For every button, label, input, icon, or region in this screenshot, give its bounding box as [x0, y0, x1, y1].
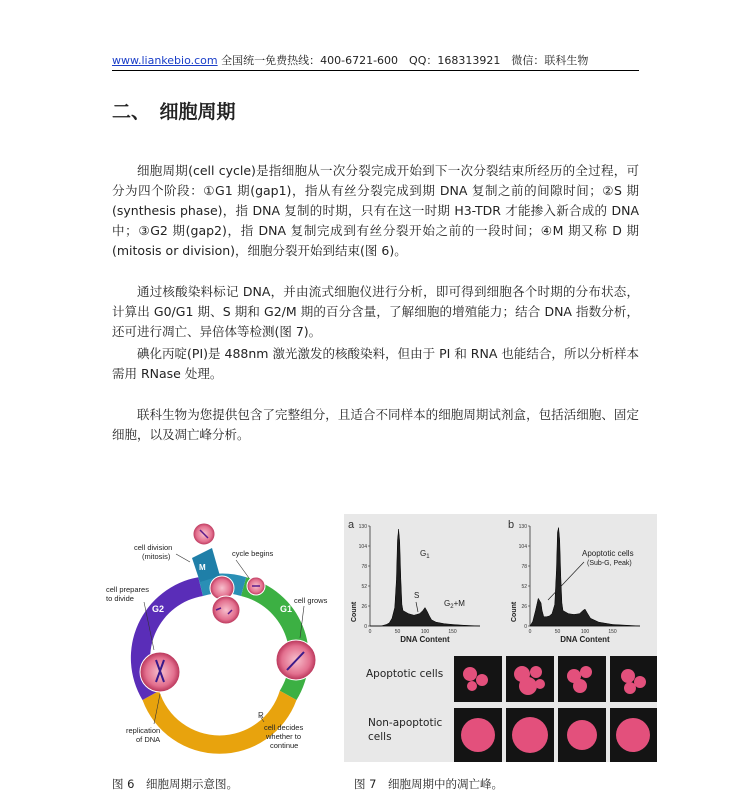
annotation-g1: $G_1$ [420, 549, 430, 560]
x-tick-label: 100 [420, 629, 430, 635]
micro-label-non-apoptotic-line1: Non-apoptotic [368, 717, 443, 729]
micrograph-non-apoptotic-row [454, 708, 657, 762]
phase-label-m: M [199, 563, 206, 572]
section-title: 二、 细胞周期 [112, 101, 236, 123]
label-continue: continue [270, 741, 299, 750]
label-replication: replication [126, 726, 161, 735]
paragraph-pi-staining: 碘化丙啶(PI)是 488nm 激光激发的核酸染料，但由于 PI 和 RNA 也能结合，所以分析样本需用 RNase 处理。 [112, 346, 639, 381]
x-tick-label: 50 [554, 629, 561, 635]
annotation-s: S [414, 591, 420, 600]
figure7-caption: 图 7 细胞周期中的凋亡峰。 [354, 777, 503, 791]
x-tick-label: 150 [608, 629, 617, 635]
x-tick-label: 100 [580, 629, 590, 635]
y-tick-label: 52 [521, 584, 527, 590]
paragraph-cell-cycle-definition: 细胞周期(cell cycle)是指细胞从一次分裂完成开始到下一次分裂结束所经历的全过程，可分为四个阶段：①G1 期(gap1)，指从有丝分裂完成到期 DNA 复制之前的间隙时间；②S 期(synthesis phase)，指 DNA 复制的时期，只有在这一时期 H3-TDR 才能掺入新合成的 DNA 中；③G2 期(gap2)，指 DNA 复制完成到有丝分裂开始之前的一段时间；④M 期又称 D 期(mitosis or division)，细胞分裂开始到结束(图 6)。 [112, 163, 639, 258]
y-tick-label: 130 [518, 524, 527, 530]
annotation-sub-g-peak: (Sub-G, Peak) [587, 560, 632, 567]
micrograph-grid [344, 656, 657, 762]
y-tick-label: 26 [361, 604, 367, 610]
y-tick-label: 52 [361, 584, 367, 590]
x-tick-label: 0 [368, 629, 372, 635]
phase-label-r: R [258, 711, 264, 720]
label-cycle-begins: cycle begins [232, 549, 274, 558]
label-of-dna: of DNA [136, 735, 161, 744]
histogram-b [511, 524, 640, 644]
x-tick-label: 0 [528, 629, 532, 635]
y-tick-label: 0 [364, 624, 367, 630]
histogram-a [351, 524, 480, 644]
histogram-area-a [370, 529, 480, 626]
label-whether-to: whether to [266, 732, 302, 741]
annotation-g2m: $G_2+M$ [444, 599, 465, 610]
y-tick-label: 104 [518, 544, 527, 550]
micro-label-apoptotic: Apoptotic cells [366, 668, 444, 680]
phase-m-marker [192, 548, 220, 582]
phase-label-g1: G1 [280, 604, 293, 614]
micro-label-non-apoptotic-line2: cells [368, 731, 392, 743]
y-axis-label: Count [351, 601, 358, 622]
header-url-link[interactable]: www.liankebio.com [112, 54, 218, 67]
figure7-panel [344, 514, 657, 762]
x-tick-label: 50 [394, 629, 401, 635]
label-cell-division: cell division [134, 543, 173, 552]
figure7-histograms [344, 514, 657, 654]
label-cell-grows: cell grows [294, 596, 328, 605]
label-mitosis: (mitosis) [142, 552, 171, 561]
figure6-cell-cycle-diagram [104, 510, 336, 772]
y-tick-label: 78 [361, 564, 367, 570]
panel-b-label: b [508, 519, 515, 531]
phase-label-s: S [204, 717, 211, 727]
micrograph-apoptotic-row [454, 656, 657, 702]
x-axis-label: DNA Content [400, 635, 450, 644]
figure6-caption: 图 6 细胞周期示意图。 [112, 777, 238, 791]
label-cell-decides: cell decides [264, 723, 304, 732]
label-cell-prepares: cell prepares [106, 585, 149, 594]
y-tick-label: 78 [521, 564, 527, 570]
paragraph-flow-cytometry: 通过核酸染料标记 DNA，并由流式细胞仪进行分析，即可得到细胞各个时期的分布状态，计算出 G0/G1 期、S 期和 G2/M 期的百分含量，了解细胞的增殖能力；结合 DNA 指数分析，还可进行凋亡、异倍体等检测(图 7)。 [112, 284, 639, 339]
header-contact-info: 全国统一免费热线：400-6721-600 QQ：168313921 微信：联科生物 [221, 54, 589, 67]
y-tick-label: 130 [358, 524, 367, 530]
y-tick-label: 104 [358, 544, 367, 550]
phase-label-g2: G2 [152, 604, 165, 614]
paragraph-product-offer: 联科生物为您提供包含了完整组分，且适合不同样本的细胞周期试剂盒，包括活细胞、固定细胞，以及凋亡峰分析。 [112, 407, 639, 442]
x-axis-label: DNA Content [560, 635, 610, 644]
panel-a-label: a [348, 519, 355, 531]
histogram-area-b [530, 528, 640, 626]
label-to-divide: to divide [106, 594, 134, 603]
x-tick-label: 150 [448, 629, 457, 635]
micrograph-images [344, 656, 657, 762]
annotation-apoptotic-cells: Apoptotic cells [582, 549, 634, 558]
y-axis-label: Count [511, 601, 518, 622]
page-header [112, 54, 639, 68]
y-tick-label: 26 [521, 604, 527, 610]
header-divider [112, 70, 639, 71]
y-tick-label: 0 [524, 624, 527, 630]
